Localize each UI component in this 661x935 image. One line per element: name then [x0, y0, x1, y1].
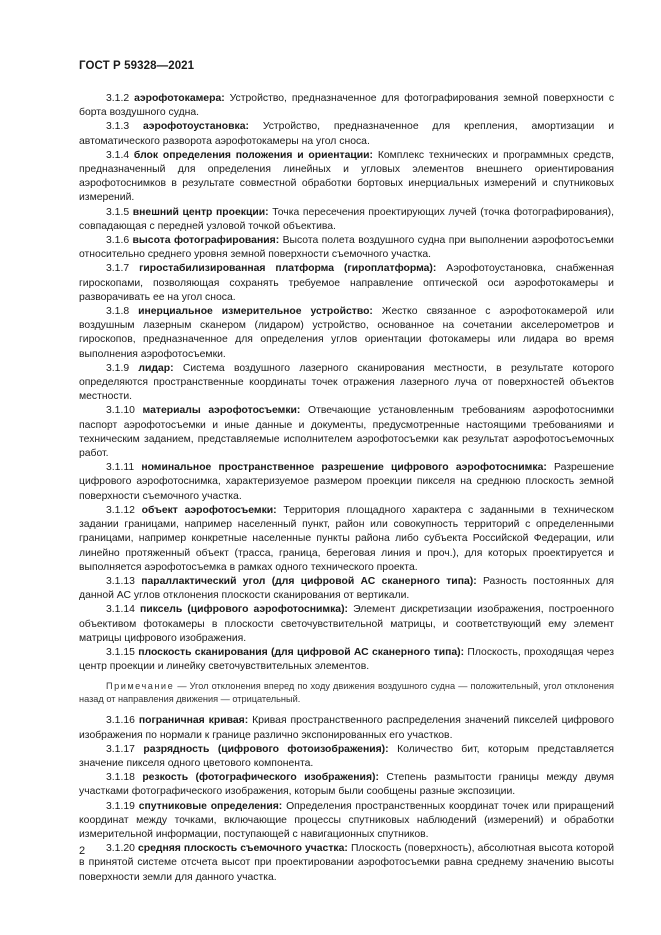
term-number: 3.1.12	[106, 504, 135, 516]
document-header: ГОСТ Р 59328—2021	[79, 60, 195, 72]
term-definition: Система воздушного лазерного сканирования местности, в результате которого определяются пространственные координаты точек отражения лазерного луча от поверхностей объектов местности.	[79, 362, 614, 403]
term-number: 3.1.13	[106, 575, 135, 587]
term-number: 3.1.20	[106, 843, 135, 855]
term-definition: Аэрофотоустановка, снабженная гироскопами, позволяющая сохранять требуемое направление оптической оси аэрофотокамеры и разворачивать ее на угол сноса.	[79, 263, 614, 303]
term-entry	[79, 461, 614, 504]
term-definition: Комплекс технических и программных средств, предназначенный для определения линейных и угловых элементов внешнего ориентирования аэрофотоснимков в результате совместной обработки бортовых инерциальных измерений и спутниковых измерений.	[79, 149, 615, 204]
term-entry	[79, 234, 614, 262]
note-text: — Угол отклонения вперед по ходу движения воздушного судна — положительный, угол отклонения назад от направления движения — отрицательный.	[79, 681, 614, 705]
term-number: 3.1.19	[106, 800, 135, 812]
term-definition: Количество бит, которым представляется значение пикселя одного цветового компонента.	[79, 743, 614, 769]
term-definition: Жестко связанное с аэрофотокамерой или воздушным лазерным сканером (лидаром) устройство, основанное на сочетании акселерометров и гироскопов, предназначенное для определения углов ориентации фотокамеры или лидара во время выполнения аэрофотосъемки.	[79, 306, 615, 360]
term-entry	[79, 771, 614, 799]
term-number: 3.1.17	[106, 743, 135, 755]
terms-section	[79, 92, 614, 885]
term-name: номинальное пространственное разрешение цифрового аэрофотоснимка:	[141, 462, 547, 474]
term-entry	[79, 262, 614, 305]
term-entry	[79, 603, 614, 646]
term-definition: Определения пространственных координат точек или приращений координат между точками, включающие процессы спутниковых наблюдений (измерений) и обработки измерительной информации, поступающей с навигационных спутников.	[79, 800, 615, 840]
term-entry	[79, 842, 614, 885]
term-definition: Разрешение цифрового аэрофотоснимка, характеризуемое размером проекции пикселя на среднюю плоскость земной поверхности съемочного участка.	[79, 462, 615, 502]
term-definition: Устройство, предназначенное для фотографирования земной поверхности с борта воздушного судна.	[79, 93, 615, 119]
term-name: материалы аэрофотосъемки:	[142, 405, 301, 417]
term-name: высота фотографирования:	[132, 235, 280, 247]
term-name: пиксель (цифрового аэрофотоснимка):	[139, 604, 348, 616]
term-name: средняя плоскость съемочного участка:	[137, 843, 348, 855]
term-definition: Точка пересечения проектирующих лучей (точка фотографирования), совпадающая с передней узловой точкой объектива.	[79, 206, 614, 232]
term-number: 3.1.18	[106, 772, 135, 784]
term-name: внешний центр проекции:	[132, 206, 269, 218]
term-entry	[79, 800, 614, 843]
term-definition: Плоскость (поверхность), абсолютная высота которой в принятой системе отсчета высот при проектировании аэрофотосъемки равна среднему значению высоты поверхности земли для данного участка.	[79, 843, 615, 883]
term-entry	[79, 575, 614, 603]
term-name: аэрофотоустановка:	[142, 121, 249, 133]
term-number: 3.1.6	[106, 235, 130, 247]
term-name: инерциальное измерительное устройство:	[138, 306, 373, 318]
term-name: плоскость сканирования (для цифровой АС сканерного типа):	[138, 646, 465, 658]
term-name: аэрофотокамера:	[134, 93, 225, 104]
term-number: 3.1.14	[106, 604, 135, 616]
term-number: 3.1.4	[106, 149, 130, 161]
term-entry	[79, 714, 614, 742]
term-number: 3.1.2	[106, 93, 130, 104]
term-number: 3.1.16	[106, 715, 135, 727]
term-name: гиростабилизированная платформа (гироплатформа):	[139, 263, 437, 275]
term-definition: Разность постоянных для данной АС углов отклонения плоскости сканирования от вертикали.	[79, 575, 614, 602]
term-number: 3.1.10	[106, 405, 135, 417]
term-number: 3.1.3	[106, 121, 130, 133]
term-number: 3.1.8	[106, 306, 130, 318]
term-number: 3.1.11	[106, 462, 135, 474]
term-entry	[79, 120, 614, 148]
term-name: пограничная кривая:	[138, 715, 249, 727]
term-name: лидар:	[138, 362, 174, 374]
terms-list-after-note	[79, 714, 614, 884]
term-entry	[79, 92, 614, 120]
term-name: резкость (фотографического изображения):	[142, 772, 379, 784]
terms-list-before-note	[79, 92, 614, 674]
term-number: 3.1.5	[106, 206, 130, 218]
term-definition: Степень размытости границы между двумя участками фотографического изображения, которым были сообщены разные экспозиции.	[79, 772, 615, 798]
note-label: Примечание	[106, 681, 175, 692]
term-name: спутниковые определения:	[138, 800, 283, 812]
term-definition: Высота полета воздушного судна при выполнении аэрофотосъемки относительно среднего уровня земной поверхности съемочного участка.	[79, 235, 614, 261]
term-entry	[79, 743, 614, 771]
term-number: 3.1.7	[106, 263, 130, 275]
term-definition: Устройство, предназначенное для крепления, амортизации и автоматического разворота аэрофотокамеры на угол сноса.	[79, 121, 614, 147]
term-name: объект аэрофотосъемки:	[141, 504, 277, 516]
term-number: 3.1.9	[106, 362, 130, 374]
term-definition: Отвечающие установленным требованиям аэрофотоснимки паспорт аэрофотосъемки и иные данные и документы, предусмотренные настоящими требованиями и техническим заданием, представляемые исполнителем аэрофотосъемки как результат аэрофотосъемочных работ.	[79, 405, 615, 460]
term-number: 3.1.15	[106, 646, 135, 658]
term-entry	[79, 305, 614, 362]
term-entry	[79, 362, 614, 405]
page-number: 2	[79, 845, 86, 857]
term-definition: Кривая пространственного распределения значений пикселей цифрового изображения по нормали к границе различно экспонированных его участков.	[79, 715, 615, 741]
term-entry	[79, 646, 614, 674]
term-name: разрядность (цифрового фотоизображения):	[143, 743, 389, 755]
term-entry	[79, 149, 614, 206]
term-entry	[79, 404, 614, 461]
term-definition: Плоскость, проходящая через центр проекции и линейку светочувствительных элементов.	[79, 646, 614, 673]
term-entry	[79, 206, 614, 234]
note	[79, 680, 614, 706]
term-entry	[79, 504, 614, 575]
term-definition: Элемент дискретизации изображения, построенного объективом фотокамеры в плоскости светочувствительной матрицы, и соответствующий ему элемент матрицы цифрового изображения.	[79, 604, 614, 644]
term-name: параллактический угол (для цифровой АС сканерного типа):	[141, 575, 477, 587]
term-definition: Территория площадного характера с заданными в техническом задании границами, например населенный пункт, район или совокупность территорий с определенными границами, например конкретные населенные пункты района либо субъекта Российской Федерации, или линейно протяженный объект (трасса, граница, береговая линия и проч.), для которых проектируется и выполняется аэрофотосъемка в рамках одного технического проекта.	[79, 504, 615, 573]
term-name: блок определения положения и ориентации:	[133, 149, 374, 161]
